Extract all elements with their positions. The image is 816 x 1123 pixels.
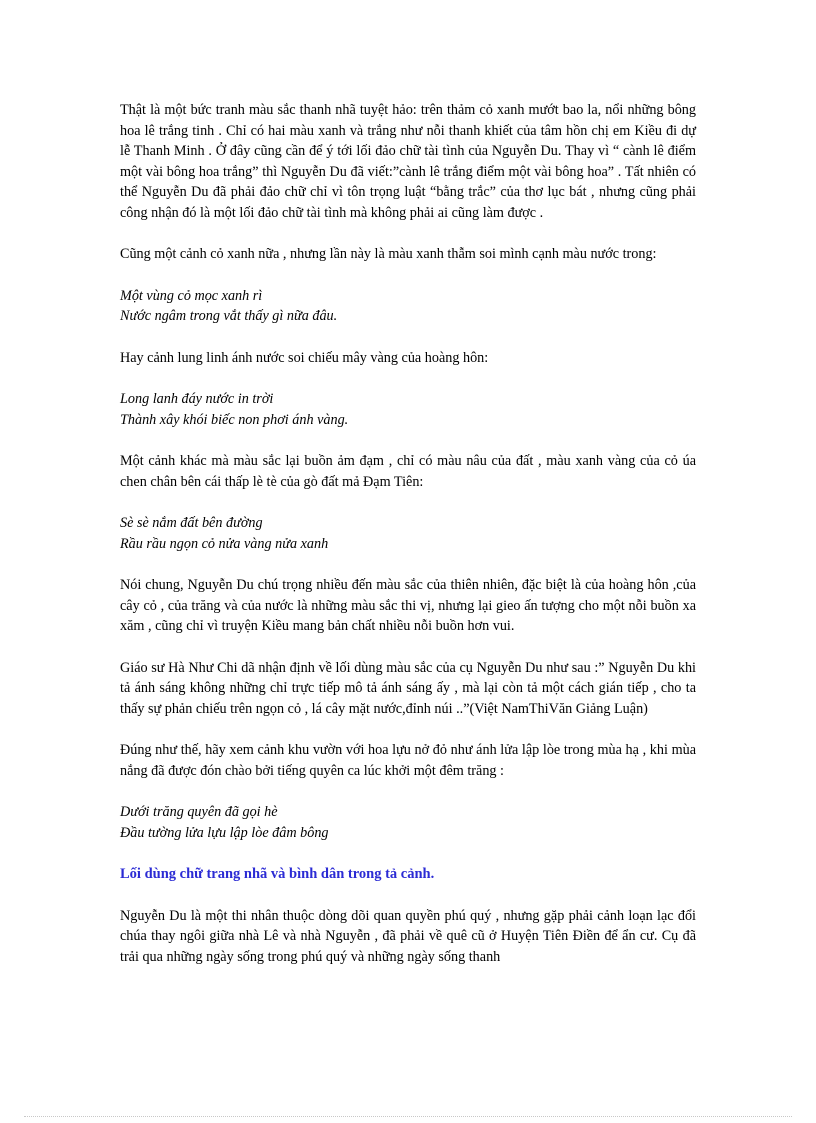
verse-line: Dưới trăng quyên đã gọi hè — [120, 804, 278, 820]
paragraph: Cũng một cảnh cỏ xanh nữa , nhưng lần này là màu xanh thẫm soi mình cạnh màu nước trong: — [120, 246, 657, 262]
paragraph: Thật là một bức tranh màu sắc thanh nhã tuyệt hảo: trên thảm cỏ xanh mướt bao la, nổi những bông hoa lê trắng tinh . Chỉ có hai màu xanh và trắng như nỗi thanh khiết của tâm hồn chị em Kiều đi dự lễ Thanh Minh . Ở đây cũng cần để ý tới lối đảo chữ tài tình của Nguyễn Du. Thay vì “ cành lê điểm một vài bông hoa trắng” thì Nguyễn Du đã viết:”cành lê trắng điểm một vài bông hoa” . Tất nhiên có thể Nguyễn Du đã phải đảo chữ chỉ vì tôn trọng luật “bằng trắc” của thơ lục bát , nhưng cũng phải công nhận đó là một lối đảo chữ tài tình mà không phải ai cũng làm được . — [120, 102, 696, 221]
paragraph: Đúng như thế, hãy xem cảnh khu vườn với hoa lựu nở đỏ như ánh lửa lập lòe trong mùa hạ , khi mùa nắng đã được đón chào bởi tiếng quyên ca lúc khởi một đêm trăng : — [120, 742, 696, 779]
verse-line: Nước ngâm trong vắt thấy gì nữa đâu. — [120, 308, 338, 324]
verse-block — [120, 286, 696, 327]
verse-line: Đầu tường lửa lựu lập lòe đâm bông — [120, 824, 329, 841]
paragraph: Nói chung, Nguyễn Du chú trọng nhiều đến màu sắc của thiên nhiên, đặc biệt là của hoàng hôn ,của cây cỏ , của trăng và của nước là những màu sắc thi vị, nhưng lại gieo ấn tượng cho một nỗi buồn xa xăm , cũng chỉ vì truyện Kiều mang bản chất nhiều nỗi buồn hơn vui. — [120, 577, 696, 634]
verse-line: Sè sè nắm đất bên đường — [120, 515, 263, 531]
verse-block — [120, 802, 696, 843]
paragraph: Một cảnh khác mà màu sắc lại buồn ảm đạm , chỉ có màu nâu của đất , màu xanh vàng của cỏ úa chen chân bên cái thấp lè tè của gò đất mả Đạm Tiên: — [120, 453, 696, 490]
verse-line: Rầu rầu ngọn cỏ nửa vàng nửa xanh — [120, 535, 329, 552]
paragraph: Giáo sư Hà Như Chi dã nhận định về lối dùng màu sắc của cụ Nguyễn Du như sau :” Nguyễn Du khi tả ánh sáng không những chỉ trực tiếp mô tả ánh sáng ấy , mà lại còn tả một cách gián tiếp , cho ta thấy sự phản chiếu trên ngọn cỏ , lá cây mặt nước,đỉnh núi ..”(Việt NamThiVăn Giảng Luận) — [120, 659, 696, 717]
verse-block — [120, 513, 696, 554]
verse-block — [120, 389, 696, 430]
paragraph: Nguyễn Du là một thi nhân thuộc dòng dõi quan quyền phú quý , nhưng gặp phải cảnh loạn lạc đổi chúa thay ngôi giữa nhà Lê và nhà Nguyễn , đã phải về quê cũ ở Huyện Tiên Điền để ẩn cư. Cụ đã trải qua những ngày sống trong phú quý và những ngày sống thanh — [120, 907, 696, 965]
page-bottom-border — [24, 1116, 792, 1117]
verse-line: Một vùng cỏ mọc xanh rì — [120, 287, 263, 304]
verse-line: Thành xây khói biếc non phơi ánh vàng. — [120, 411, 349, 428]
verse-line: Long lanh đáy nước in trời — [120, 391, 274, 407]
section-heading: Lối dùng chữ trang nhã và bình dân trong tả cảnh. — [120, 866, 435, 882]
paragraph: Hay cảnh lung linh ánh nước soi chiếu mây vàng của hoàng hôn: — [120, 349, 489, 366]
